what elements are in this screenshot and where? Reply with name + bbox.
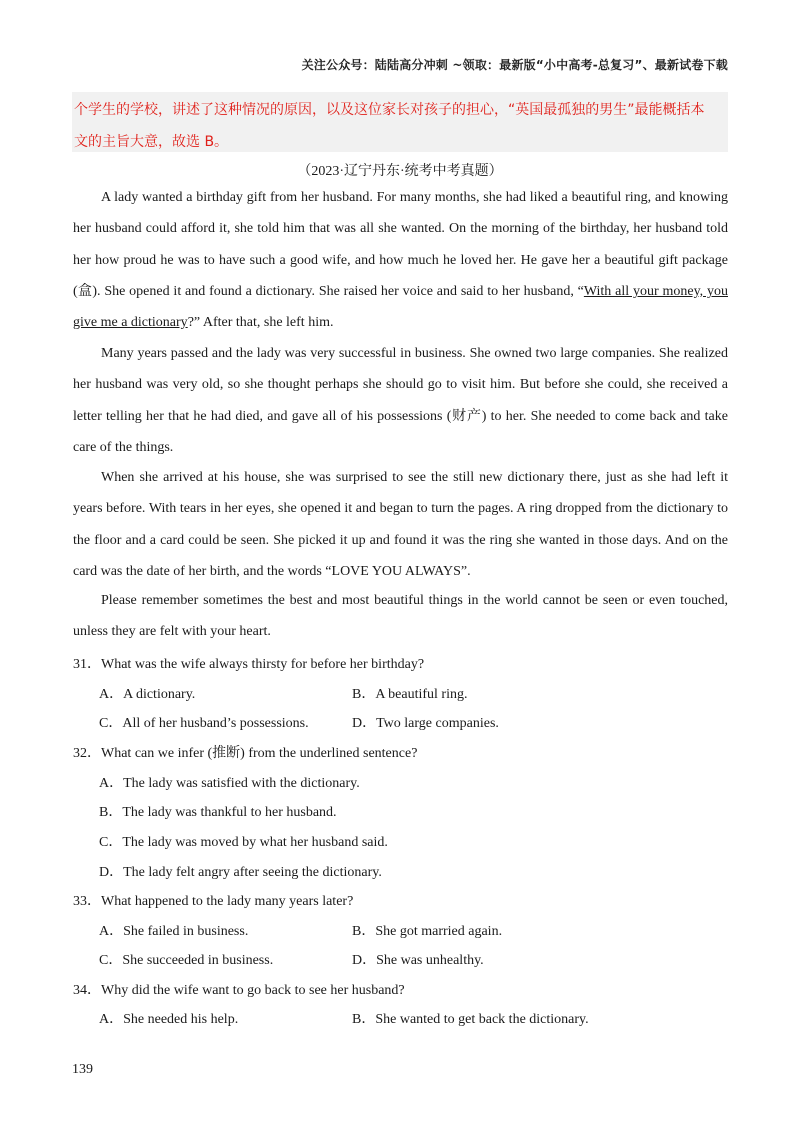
question-34-option-b: B．She wanted to get back the dictionary. [352,1012,589,1027]
question-31-option-c: C．All of her husband’s possessions. [99,716,309,731]
answer-explanation-line-2: 文的主旨大意，故选 B。 [74,134,229,150]
question-33-option-d: D．She was unhealthy. [352,953,484,968]
passage-paragraph-4: Please remember sometimes the best and most beautiful things in the world cannot be seen or even touched, unless they are felt with your heart. [73,593,728,640]
question-32-option-d: D．The lady felt angry after seeing the dictionary. [99,865,382,880]
question-32-option-c: C．The lady was moved by what her husband said. [99,835,388,850]
question-33-option-a: A．She failed in business. [99,924,249,939]
exam-source: （2023·辽宁丹东·统考中考真题） [297,164,503,179]
question-32-option-b: B．The lady was thankful to her husband. [99,805,337,820]
passage-paragraph-2: Many years passed and the lady was very successful in business. She owned two large companies. She realized her husband was very old, so she thought perhaps she should go to visit him. But before she could, she received a letter telling her that he had died, and gave all of his possessions (财产) to her. She needed to come back and take care of the things. [73,346,728,455]
question-34-stem: 34．Why did the wife want to go back to see her husband? [73,983,405,998]
question-31-stem: 31．What was the wife always thirsty for before her birthday? [73,657,425,672]
question-31-option-b: B．A beautiful ring. [352,687,468,702]
page-header: 关注公众号：陆陆高分冲刺 ~领取：最新版“小中高考-总复习”、最新试卷下载 [301,58,728,72]
paragraph-1-text-after: ?” After that, she left him. [187,315,334,331]
paragraph-1-text-before: A lady wanted a birthday gift from her husband. For many months, she had liked a beautiful ring, and knowing her husband could afford it, she told him that was all she wanted. On the morning of the birthday, her husband told her how proud he was to have such a good wife, and how much he loved her. He gave her a beautiful gift package (盒). She opened it and found a dictionary. She raised her voice and said to her husband, “ [73,190,728,299]
underlined-sentence: With all your money, you give me a dictionary [73,283,728,331]
page-number: 139 [72,1062,93,1077]
answer-explanation-line-1: 个学生的学校，讲述了这种情况的原因，以及这位家长对孩子的担心，“英国最孤独的男生”最能概括本 [74,102,705,118]
question-32-option-a: A．The lady was satisfied with the dictionary. [99,776,360,791]
question-31-option-a: A．A dictionary. [99,687,196,702]
question-33-option-b: B．She got married again. [352,924,503,939]
passage-paragraph-3: When she arrived at his house, she was surprised to see the still new dictionary there, just as she had left it years before. With tears in her eyes, she opened it and began to turn the pages. A ring dropped from the dictionary to the floor and a card could be seen. She picked it up and found it was the ring she wanted in those days. And on the card was the date of her birth, and the words “LOVE YOU ALWAYS”. [73,470,728,579]
question-34-option-a: A．She needed his help. [99,1012,239,1027]
question-32-stem: 32．What can we infer (推断) from the underlined sentence? [73,746,418,761]
question-33-stem: 33．What happened to the lady many years later? [73,894,354,909]
question-31-option-d: D．Two large companies. [352,716,499,731]
passage-paragraph-1 [73,182,728,338]
question-33-option-c: C．She succeeded in business. [99,953,274,968]
